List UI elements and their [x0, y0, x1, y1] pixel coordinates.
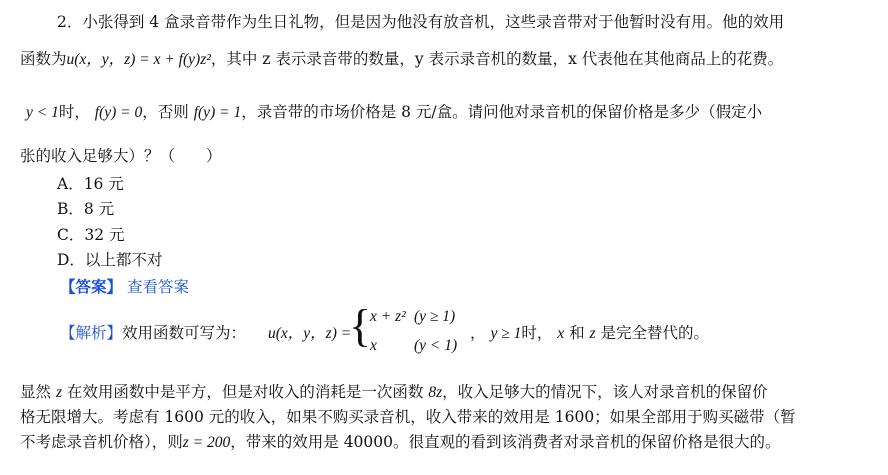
question-line-2: [20, 47, 783, 69]
analysis-text: 和: [564, 324, 590, 342]
condition-y-ge-1: y ≥ 1: [490, 325, 522, 342]
analysis-text: 是完全替代的。: [595, 324, 710, 342]
question-line-1: [57, 10, 784, 32]
question-line-4: [20, 144, 222, 166]
question-text: ，否则: [142, 103, 189, 121]
piecewise-brace: {: [349, 300, 372, 351]
view-answer-link[interactable]: 查看答案: [126, 278, 189, 296]
analysis-text: 格无限增大。考虑有 1600 元的收入，如果不购买录音机，收入带来的效用是 1600；如果全部用于购买磁带（暂: [20, 408, 796, 426]
question-text: 函数为: [20, 50, 67, 68]
analysis-text: 时，: [521, 324, 553, 342]
question-text: 张的收入足够大）？（ ）: [20, 147, 222, 165]
answer-tag: 【答案】: [60, 277, 123, 296]
question-text: 时，: [58, 103, 90, 121]
option-d: D．以上都不对: [57, 251, 163, 269]
analysis-intro: [60, 321, 246, 343]
question-text: 2．小张得到 4 盒录音带作为生日礼物，但是因为他没有放音机，这些录音带对于他暂时没有用。他的效用: [57, 13, 785, 31]
analysis-text: ，带来的效用是 40000。很直观的看到该消费者对录音机的保留价格是很大的。: [230, 433, 781, 451]
case2-cond: (y < 1): [414, 337, 458, 354]
z-equals-200: z = 200: [182, 434, 231, 451]
option-c: C．32 元: [57, 226, 125, 244]
case1-expr: x + z²: [370, 308, 406, 325]
var-x: x: [557, 325, 565, 342]
analysis-text: ，: [470, 324, 486, 342]
f-one: f(y) = 1: [193, 104, 242, 121]
var-z: z: [589, 325, 596, 342]
case2-expr: x: [370, 337, 377, 354]
condition-y-less-1: y < 1: [26, 104, 59, 121]
analysis-text: 显然: [20, 383, 56, 401]
option-a: A．16 元: [57, 175, 124, 193]
expr-8z: 8z: [428, 384, 443, 401]
question-line-3: [26, 100, 762, 122]
utility-function: u(x，y，z) = x + f(y)z²: [66, 51, 211, 68]
analysis-para-2: [20, 405, 796, 427]
analysis-tail: [470, 321, 709, 343]
answer-row: [60, 275, 189, 297]
f-zero: f(y) = 0: [94, 104, 143, 121]
analysis-text: 效用函数可写为：: [122, 324, 247, 342]
var-z: z: [55, 384, 62, 401]
analysis-text: 不考虑录音机价格），则: [20, 433, 183, 451]
analysis-text: ，收入足够大的情况下，该人对录音机的保留价: [442, 383, 768, 401]
question-text: ，录音带的市场价格是 8 元/盒。请问他对录音机的保留价格是多少（假定小: [241, 103, 763, 121]
analysis-text: 在效用函数中是平方，但是对收入的消耗是一次函数: [61, 383, 429, 401]
question-text: ，其中 z 表示录音带的数量，y 表示录音机的数量，x 代表他在其他商品上的花费。: [210, 50, 784, 68]
analysis-para-3: [20, 430, 781, 452]
case1-cond: (y ≥ 1): [414, 308, 456, 325]
option-b: B．8 元: [57, 200, 115, 218]
analysis-tag: 【解析】: [60, 324, 123, 342]
analysis-para-1: [20, 380, 768, 402]
analysis-lhs: u(x，y，z) =: [268, 325, 352, 342]
